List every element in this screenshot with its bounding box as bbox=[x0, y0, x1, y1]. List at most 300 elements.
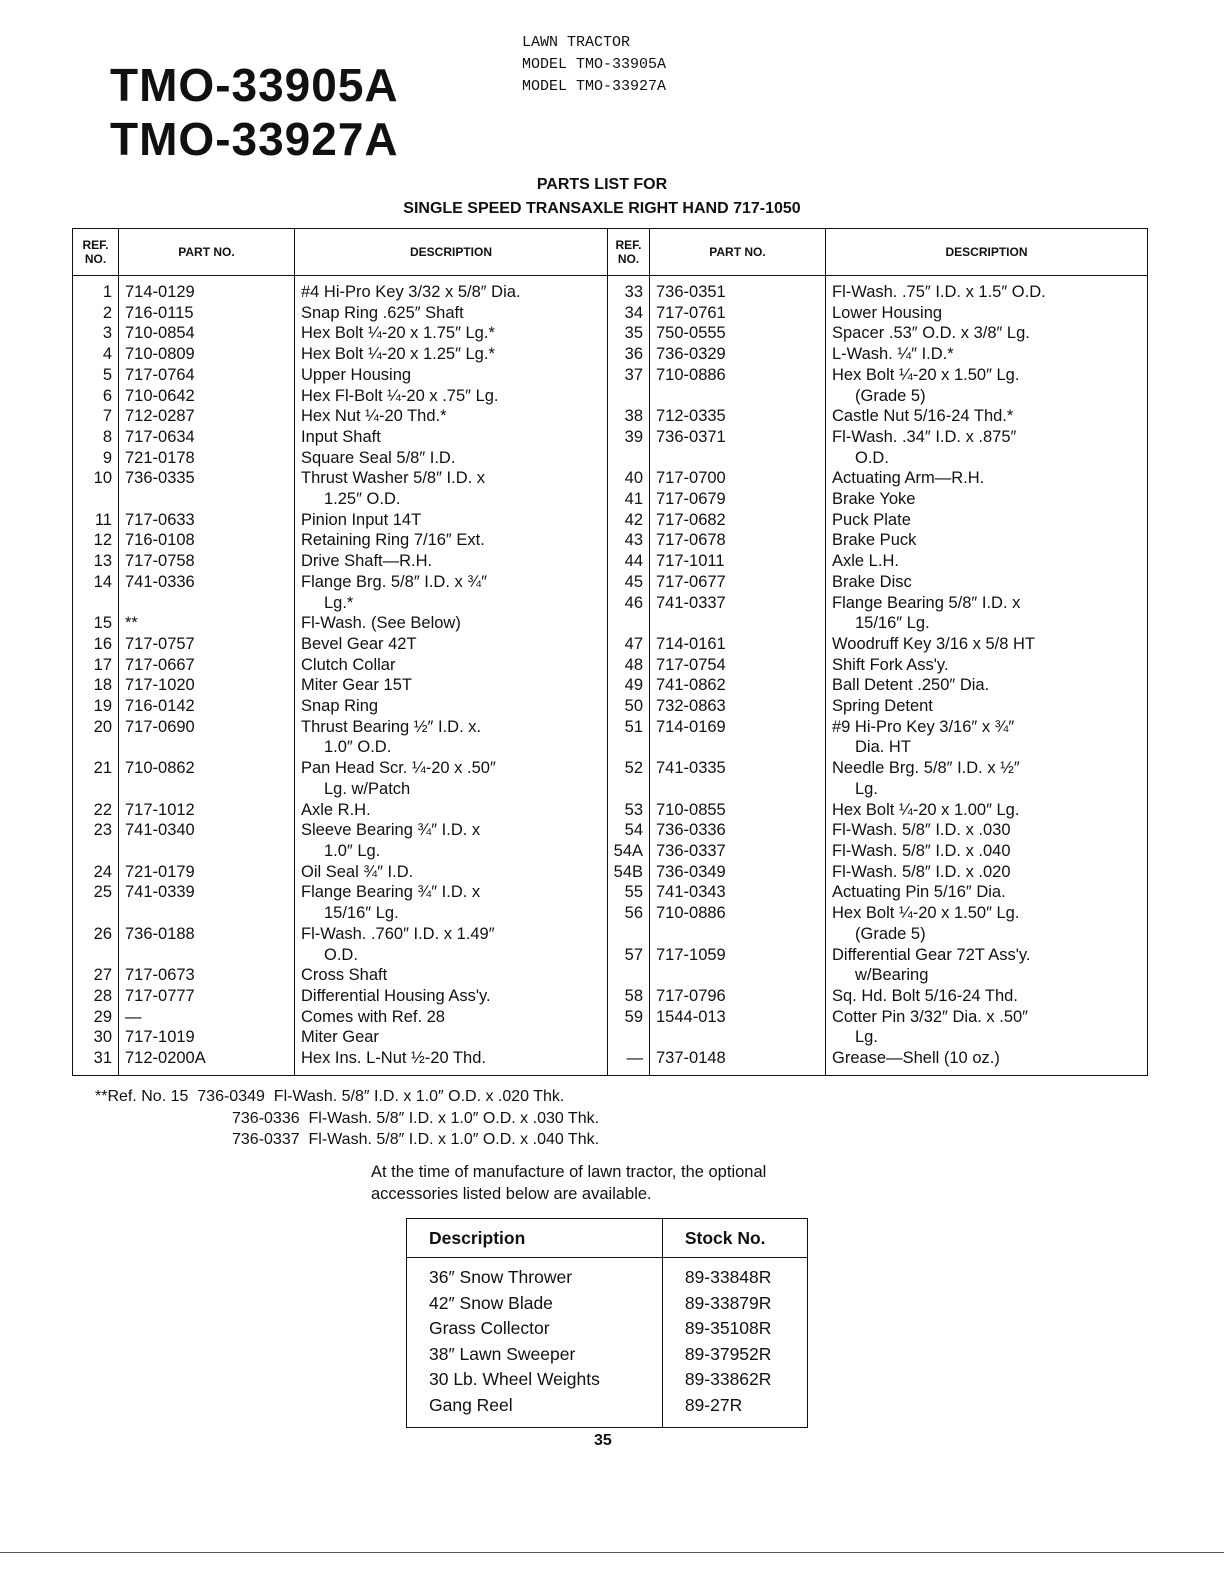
part-no-cell: 750-0555 bbox=[650, 323, 826, 344]
description-cell: Hex Bolt ¼-20 x 1.75″ Lg.* bbox=[295, 323, 608, 344]
ref-no-cell: 5 bbox=[102, 365, 112, 384]
description-cell: Lg. bbox=[826, 779, 1148, 800]
description-cell: Pinion Input 14T bbox=[295, 510, 608, 531]
accessories-note bbox=[371, 1162, 766, 1205]
description-cell: Retaining Ring 7/16″ Ext. bbox=[295, 530, 608, 551]
part-no-cell: 717-0764 bbox=[119, 365, 295, 386]
description-cell: Axle R.H. bbox=[295, 800, 608, 821]
part-no-cell: 717-0678 bbox=[650, 530, 826, 551]
part-no-cell: 717-0754 bbox=[650, 655, 826, 676]
description-cell: Grease—Shell (10 oz.) bbox=[826, 1048, 1148, 1075]
ref-no-cell: 14 bbox=[93, 572, 112, 591]
part-no-cell: 710-0886 bbox=[650, 903, 826, 924]
description-cell: Hex Bolt ¼-20 x 1.50″ Lg. bbox=[826, 365, 1148, 386]
header-description-left: DESCRIPTION bbox=[295, 229, 608, 276]
description-cell: Cotter Pin 3/32″ Dia. x .50″ bbox=[826, 1007, 1148, 1028]
table-row bbox=[73, 530, 1148, 551]
accessory-row bbox=[407, 1367, 808, 1393]
parts-table-header bbox=[73, 229, 1148, 276]
part-no-cell: 710-0854 bbox=[119, 323, 295, 344]
accessory-row bbox=[407, 1342, 808, 1368]
table-row bbox=[73, 758, 1148, 779]
ref-no-cell: 28 bbox=[93, 986, 112, 1005]
accessory-stock-no: 89-33862R bbox=[662, 1367, 807, 1393]
table-row bbox=[73, 510, 1148, 531]
description-cell: Castle Nut 5/16-24 Thd.* bbox=[826, 406, 1148, 427]
table-row bbox=[73, 344, 1148, 365]
description-cell: Puck Plate bbox=[826, 510, 1148, 531]
accessories-table bbox=[406, 1218, 808, 1428]
table-row bbox=[73, 903, 1148, 924]
ref-no-cell: 46 bbox=[608, 593, 650, 614]
ref-no-cell bbox=[73, 593, 119, 614]
description-cell: Shift Fork Ass'y. bbox=[826, 655, 1148, 676]
part-no-cell: 717-0682 bbox=[650, 510, 826, 531]
part-no-cell bbox=[650, 779, 826, 800]
ref-no-cell: 25 bbox=[93, 883, 112, 902]
accessory-stock-no: 89-33848R bbox=[662, 1258, 807, 1291]
description-cell: Lower Housing bbox=[826, 303, 1148, 324]
table-row bbox=[73, 945, 1148, 966]
part-no-cell bbox=[650, 613, 826, 634]
part-no-cell bbox=[650, 1027, 826, 1048]
part-no-cell: 717-1020 bbox=[119, 675, 295, 696]
accessory-stock-no: 89-37952R bbox=[662, 1342, 807, 1368]
description-cell: Clutch Collar bbox=[295, 655, 608, 676]
table-row bbox=[73, 841, 1148, 862]
part-no-cell: 710-0809 bbox=[119, 344, 295, 365]
header-ref-no-right: REF. NO. bbox=[608, 229, 650, 276]
part-no-cell: 717-1012 bbox=[119, 800, 295, 821]
description-cell: Square Seal 5/8″ I.D. bbox=[295, 448, 608, 469]
ref-no-cell: 48 bbox=[608, 655, 650, 676]
table-row bbox=[73, 820, 1148, 841]
part-no-cell: 716-0115 bbox=[119, 303, 295, 324]
table-row bbox=[73, 551, 1148, 572]
description-cell: L-Wash. ¼″ I.D.* bbox=[826, 344, 1148, 365]
table-row bbox=[73, 448, 1148, 469]
table-row bbox=[73, 572, 1148, 593]
footnote-line: 736-0349 Fl-Wash. 5/8″ I.D. x 1.0″ O.D. x .020 Thk. bbox=[197, 1088, 565, 1105]
table-row bbox=[73, 655, 1148, 676]
description-cell: 1.0″ O.D. bbox=[295, 737, 608, 758]
description-cell: 15/16″ Lg. bbox=[826, 613, 1148, 634]
ref-no-cell: 12 bbox=[93, 531, 112, 550]
accessories-note-line: At the time of manufacture of lawn tractor, the optional bbox=[371, 1163, 767, 1181]
part-no-cell bbox=[119, 737, 295, 758]
part-no-cell: 717-0634 bbox=[119, 427, 295, 448]
part-no-cell: 736-0188 bbox=[119, 924, 295, 945]
table-row bbox=[73, 862, 1148, 883]
accessory-description: 36″ Snow Thrower bbox=[429, 1267, 573, 1287]
ref-no-cell bbox=[73, 841, 119, 862]
ref-no-cell: 8 bbox=[102, 427, 112, 446]
ref-no-cell: 10 bbox=[93, 469, 112, 488]
bottom-rule bbox=[0, 1552, 1224, 1553]
ref-no-cell: 45 bbox=[608, 572, 650, 593]
part-no-cell: 717-0690 bbox=[119, 717, 295, 738]
description-cell: Needle Brg. 5/8″ I.D. x ½″ bbox=[826, 758, 1148, 779]
description-cell: Thrust Bearing ½″ I.D. x. bbox=[295, 717, 608, 738]
ref-no-cell: 57 bbox=[608, 945, 650, 966]
table-row bbox=[73, 696, 1148, 717]
table-row bbox=[73, 386, 1148, 407]
part-no-cell: 736-0329 bbox=[650, 344, 826, 365]
table-row bbox=[73, 365, 1148, 386]
ref-no-cell: 29 bbox=[93, 1007, 112, 1026]
ref-no-cell: 53 bbox=[608, 800, 650, 821]
ref-no-cell: 22 bbox=[93, 800, 112, 819]
part-no-cell: 741-0862 bbox=[650, 675, 826, 696]
part-no-cell: 737-0148 bbox=[650, 1048, 826, 1075]
accessories-header-description: Description bbox=[407, 1219, 663, 1258]
description-cell: Differential Gear 72T Ass'y. bbox=[826, 945, 1148, 966]
table-row bbox=[73, 634, 1148, 655]
description-cell: 1.25″ O.D. bbox=[295, 489, 608, 510]
description-cell: Spacer .53″ O.D. x 3/8″ Lg. bbox=[826, 323, 1148, 344]
ref-no-cell: 34 bbox=[608, 303, 650, 324]
ref-no-cell: 26 bbox=[93, 924, 112, 943]
ref-no-cell: 50 bbox=[608, 696, 650, 717]
description-cell: Brake Yoke bbox=[826, 489, 1148, 510]
ref-no-cell: 41 bbox=[608, 489, 650, 510]
accessory-description: Gang Reel bbox=[429, 1394, 513, 1415]
part-no-cell: 717-0633 bbox=[119, 510, 295, 531]
ref-no-cell: 19 bbox=[93, 697, 112, 716]
ref-no-cell: 58 bbox=[608, 986, 650, 1007]
part-no-cell: 712-0335 bbox=[650, 406, 826, 427]
part-no-cell: 736-0337 bbox=[650, 841, 826, 862]
ref-no-cell: 49 bbox=[608, 675, 650, 696]
part-no-cell: 714-0161 bbox=[650, 634, 826, 655]
table-row bbox=[73, 276, 1148, 303]
description-cell: w/Bearing bbox=[826, 965, 1148, 986]
description-cell: 15/16″ Lg. bbox=[295, 903, 608, 924]
page-number: 35 bbox=[594, 1432, 612, 1449]
table-row bbox=[73, 468, 1148, 489]
header-ref-no-left: REF. NO. bbox=[73, 229, 119, 276]
parts-list-title: PARTS LIST FOR bbox=[536, 176, 668, 193]
ref-no-cell: 17 bbox=[93, 655, 112, 674]
part-no-cell: 712-0287 bbox=[119, 406, 295, 427]
part-no-cell: 721-0178 bbox=[119, 448, 295, 469]
ref-no-cell: 24 bbox=[93, 862, 112, 881]
ref-no-cell: 38 bbox=[608, 406, 650, 427]
description-cell: Comes with Ref. 28 bbox=[295, 1007, 608, 1028]
part-no-cell: 717-0777 bbox=[119, 986, 295, 1007]
table-row bbox=[73, 593, 1148, 614]
description-cell: Thrust Washer 5/8″ I.D. x bbox=[295, 468, 608, 489]
ref-no-cell: 11 bbox=[94, 510, 112, 529]
table-row bbox=[73, 779, 1148, 800]
ref-no-cell bbox=[608, 1027, 650, 1048]
description-cell: O.D. bbox=[295, 945, 608, 966]
description-cell: Actuating Pin 5/16″ Dia. bbox=[826, 882, 1148, 903]
ref-no-cell: 1 bbox=[102, 283, 112, 301]
description-cell: (Grade 5) bbox=[826, 386, 1148, 407]
part-no-cell: 714-0129 bbox=[119, 276, 295, 303]
description-cell: Bevel Gear 42T bbox=[295, 634, 608, 655]
part-no-cell: 710-0886 bbox=[650, 365, 826, 386]
part-no-cell: 717-0679 bbox=[650, 489, 826, 510]
ref-no-cell: 51 bbox=[608, 717, 650, 738]
ref-no-cell: 3 bbox=[102, 324, 112, 343]
ref-no-cell: 52 bbox=[608, 758, 650, 779]
description-cell: 1.0″ Lg. bbox=[295, 841, 608, 862]
ref-no-cell: 13 bbox=[93, 552, 112, 571]
table-row bbox=[73, 717, 1148, 738]
part-no-cell bbox=[119, 903, 295, 924]
part-no-cell: — bbox=[119, 1007, 295, 1028]
description-cell: Miter Gear bbox=[295, 1027, 608, 1048]
parts-list-subtitle: SINGLE SPEED TRANSAXLE RIGHT HAND 717-1050 bbox=[403, 200, 801, 217]
part-no-cell: ** bbox=[119, 613, 295, 634]
typed-model-line-2: MODEL TMO-33927A bbox=[522, 78, 667, 95]
ref-no-cell: 54 bbox=[608, 820, 650, 841]
accessories-header-stock: Stock No. bbox=[662, 1219, 807, 1258]
ref-no-cell: 43 bbox=[608, 530, 650, 551]
part-no-cell: 717-1011 bbox=[650, 551, 826, 572]
description-cell: Fl-Wash. .34″ I.D. x .875″ bbox=[826, 427, 1148, 448]
ref-no-cell: 42 bbox=[608, 510, 650, 531]
model-number-1: TMO-33905A bbox=[110, 59, 399, 111]
ref-no-cell: 20 bbox=[93, 717, 112, 736]
part-no-cell: 741-0335 bbox=[650, 758, 826, 779]
accessory-row bbox=[407, 1316, 808, 1342]
description-cell: Snap Ring .625″ Shaft bbox=[295, 303, 608, 324]
part-no-cell: 741-0337 bbox=[650, 593, 826, 614]
ref-no-cell: 7 bbox=[102, 407, 112, 426]
part-no-cell bbox=[119, 593, 295, 614]
part-no-cell bbox=[119, 489, 295, 510]
part-no-cell: 721-0179 bbox=[119, 862, 295, 883]
accessory-description: 38″ Lawn Sweeper bbox=[429, 1343, 576, 1364]
description-cell: Sq. Hd. Bolt 5/16-24 Thd. bbox=[826, 986, 1148, 1007]
ref-no-cell bbox=[73, 489, 119, 510]
description-cell: Input Shaft bbox=[295, 427, 608, 448]
description-cell: (Grade 5) bbox=[826, 924, 1148, 945]
footnote-prefix: **Ref. No. 15 bbox=[95, 1088, 189, 1105]
ref-no-cell: 39 bbox=[608, 427, 650, 448]
ref-no-cell: 4 bbox=[102, 345, 112, 364]
table-row bbox=[73, 800, 1148, 821]
description-cell: Fl-Wash. 5/8″ I.D. x .030 bbox=[826, 820, 1148, 841]
part-no-cell: 714-0169 bbox=[650, 717, 826, 738]
ref-no-cell: 6 bbox=[102, 386, 112, 405]
accessories-note-line: accessories listed below are available. bbox=[371, 1184, 652, 1203]
part-no-cell: 741-0343 bbox=[650, 882, 826, 903]
description-cell: Dia. HT bbox=[826, 737, 1148, 758]
description-cell: Hex Nut ¼-20 Thd.* bbox=[295, 406, 608, 427]
accessory-stock-no: 89-33879R bbox=[662, 1291, 807, 1317]
part-no-cell: 741-0336 bbox=[119, 572, 295, 593]
table-row bbox=[73, 986, 1148, 1007]
accessory-row bbox=[407, 1291, 808, 1317]
description-cell: Hex Fl-Bolt ¼-20 x .75″ Lg. bbox=[295, 386, 608, 407]
accessory-description: 42″ Snow Blade bbox=[429, 1292, 553, 1313]
part-no-cell: 716-0142 bbox=[119, 696, 295, 717]
part-no-cell: 717-1019 bbox=[119, 1027, 295, 1048]
part-no-cell: 717-0758 bbox=[119, 551, 295, 572]
accessories-table-body bbox=[407, 1258, 808, 1428]
part-no-cell: 712-0200A bbox=[119, 1048, 295, 1075]
ref-no-cell: 37 bbox=[608, 365, 650, 386]
table-row bbox=[73, 406, 1148, 427]
description-cell: Actuating Arm—R.H. bbox=[826, 468, 1148, 489]
ref-no-cell bbox=[608, 965, 650, 986]
description-cell: Flange Brg. 5/8″ I.D. x ¾″ bbox=[295, 572, 608, 593]
description-cell: O.D. bbox=[826, 448, 1148, 469]
description-cell: Woodruff Key 3/16 x 5/8 HT bbox=[826, 634, 1148, 655]
description-cell: #4 Hi-Pro Key 3/32 x 5/8″ Dia. bbox=[295, 276, 608, 303]
part-no-cell: 736-0335 bbox=[119, 468, 295, 489]
description-cell: Flange Bearing 5/8″ I.D. x bbox=[826, 593, 1148, 614]
description-cell: Fl-Wash. 5/8″ I.D. x .020 bbox=[826, 862, 1148, 883]
description-cell: Pan Head Scr. ¼-20 x .50″ bbox=[295, 758, 608, 779]
description-cell: Hex Bolt ¼-20 x 1.25″ Lg.* bbox=[295, 344, 608, 365]
part-no-cell bbox=[650, 737, 826, 758]
table-row bbox=[73, 1048, 1148, 1075]
table-row bbox=[73, 1007, 1148, 1028]
part-no-cell: 741-0340 bbox=[119, 820, 295, 841]
ref-no-cell: 54A bbox=[608, 841, 650, 862]
part-no-cell: 732-0863 bbox=[650, 696, 826, 717]
part-no-cell: 736-0336 bbox=[650, 820, 826, 841]
description-cell: Drive Shaft—R.H. bbox=[295, 551, 608, 572]
ref-no-cell: 15 bbox=[93, 614, 112, 633]
part-no-cell: 717-0667 bbox=[119, 655, 295, 676]
typed-model-line-1: MODEL TMO-33905A bbox=[522, 56, 667, 73]
ref-no-cell bbox=[73, 779, 119, 800]
accessory-row bbox=[407, 1393, 808, 1428]
part-no-cell: 736-0351 bbox=[650, 276, 826, 303]
description-cell: #9 Hi-Pro Key 3/16″ x ¾″ bbox=[826, 717, 1148, 738]
part-no-cell bbox=[650, 965, 826, 986]
table-row bbox=[73, 1027, 1148, 1048]
accessory-stock-no: 89-27R bbox=[662, 1393, 807, 1428]
accessory-stock-no: 89-35108R bbox=[662, 1316, 807, 1342]
ref-no-cell: 18 bbox=[93, 676, 112, 695]
ref-no-cell: 59 bbox=[608, 1007, 650, 1028]
description-cell: Cross Shaft bbox=[295, 965, 608, 986]
ref-no-cell bbox=[608, 924, 650, 945]
accessory-description: 30 Lb. Wheel Weights bbox=[429, 1369, 600, 1389]
table-row bbox=[73, 303, 1148, 324]
ref-no-cell: 23 bbox=[93, 821, 112, 840]
part-no-cell bbox=[650, 924, 826, 945]
typed-product-line: LAWN TRACTOR bbox=[522, 34, 631, 51]
table-row bbox=[73, 613, 1148, 634]
accessory-description: Grass Collector bbox=[429, 1318, 550, 1338]
part-no-cell: 717-0700 bbox=[650, 468, 826, 489]
header-part-no-left: PART NO. bbox=[119, 229, 295, 276]
description-cell: Flange Bearing ¾″ I.D. x bbox=[295, 882, 608, 903]
ref-no-cell: 31 bbox=[93, 1049, 112, 1068]
part-no-cell bbox=[119, 779, 295, 800]
part-no-cell: 717-0796 bbox=[650, 986, 826, 1007]
ref-no-cell: 35 bbox=[608, 323, 650, 344]
part-no-cell bbox=[119, 945, 295, 966]
accessory-row bbox=[407, 1258, 808, 1291]
ref-no-cell: — bbox=[608, 1048, 650, 1075]
description-cell: Lg. bbox=[826, 1027, 1148, 1048]
description-cell: Differential Housing Ass'y. bbox=[295, 986, 608, 1007]
description-cell: Spring Detent bbox=[826, 696, 1148, 717]
ref-no-cell: 36 bbox=[608, 344, 650, 365]
ref-no-cell bbox=[608, 779, 650, 800]
part-no-cell: 717-0673 bbox=[119, 965, 295, 986]
footnote bbox=[95, 1086, 599, 1151]
part-no-cell: 717-0761 bbox=[650, 303, 826, 324]
table-row bbox=[73, 489, 1148, 510]
description-cell: Lg.* bbox=[295, 593, 608, 614]
description-cell: Hex Bolt ¼-20 x 1.00″ Lg. bbox=[826, 800, 1148, 821]
ref-no-cell: 47 bbox=[608, 634, 650, 655]
ref-no-cell bbox=[73, 737, 119, 758]
description-cell: Axle L.H. bbox=[826, 551, 1148, 572]
table-row bbox=[73, 675, 1148, 696]
description-cell: Fl-Wash. 5/8″ I.D. x .040 bbox=[826, 841, 1148, 862]
parts-table-body bbox=[73, 276, 1148, 1076]
ref-no-cell bbox=[73, 945, 119, 966]
parts-table bbox=[72, 228, 1148, 1076]
part-no-cell bbox=[650, 448, 826, 469]
table-row bbox=[73, 427, 1148, 448]
table-row bbox=[73, 965, 1148, 986]
ref-no-cell: 16 bbox=[93, 634, 112, 653]
ref-no-cell bbox=[608, 737, 650, 758]
table-row bbox=[73, 323, 1148, 344]
table-row bbox=[73, 737, 1148, 758]
description-cell: Fl-Wash. .760″ I.D. x 1.49″ bbox=[295, 924, 608, 945]
part-no-cell: 717-0757 bbox=[119, 634, 295, 655]
part-no-cell: 1544-013 bbox=[650, 1007, 826, 1028]
part-no-cell: 717-0677 bbox=[650, 572, 826, 593]
description-cell: Hex Bolt ¼-20 x 1.50″ Lg. bbox=[826, 903, 1148, 924]
ref-no-cell: 56 bbox=[608, 903, 650, 924]
description-cell: Brake Disc bbox=[826, 572, 1148, 593]
part-no-cell: 716-0108 bbox=[119, 530, 295, 551]
description-cell: Oil Seal ¾″ I.D. bbox=[295, 862, 608, 883]
description-cell: Ball Detent .250″ Dia. bbox=[826, 675, 1148, 696]
part-no-cell: 710-0855 bbox=[650, 800, 826, 821]
ref-no-cell: 9 bbox=[102, 448, 112, 467]
footnote-line: 736-0337 Fl-Wash. 5/8″ I.D. x 1.0″ O.D. x .040 Thk. bbox=[232, 1131, 600, 1148]
description-cell: Sleeve Bearing ¾″ I.D. x bbox=[295, 820, 608, 841]
ref-no-cell: 21 bbox=[93, 759, 112, 778]
description-cell: Lg. w/Patch bbox=[295, 779, 608, 800]
ref-no-cell bbox=[608, 386, 650, 407]
ref-no-cell: 33 bbox=[608, 276, 650, 303]
header-description-right: DESCRIPTION bbox=[826, 229, 1148, 276]
description-cell: Snap Ring bbox=[295, 696, 608, 717]
ref-no-cell bbox=[608, 448, 650, 469]
description-cell: Upper Housing bbox=[295, 365, 608, 386]
part-no-cell: 710-0862 bbox=[119, 758, 295, 779]
part-no-cell: 710-0642 bbox=[119, 386, 295, 407]
ref-no-cell: 55 bbox=[608, 882, 650, 903]
table-row bbox=[73, 882, 1148, 903]
description-cell: Fl-Wash. .75″ I.D. x 1.5″ O.D. bbox=[826, 276, 1148, 303]
ref-no-cell: 44 bbox=[608, 551, 650, 572]
ref-no-cell: 30 bbox=[93, 1028, 112, 1047]
table-row bbox=[73, 924, 1148, 945]
part-no-cell: 741-0339 bbox=[119, 882, 295, 903]
description-cell: Brake Puck bbox=[826, 530, 1148, 551]
ref-no-cell bbox=[608, 613, 650, 634]
ref-no-cell bbox=[73, 903, 119, 924]
description-cell: Hex Ins. L-Nut ½-20 Thd. bbox=[295, 1048, 608, 1075]
